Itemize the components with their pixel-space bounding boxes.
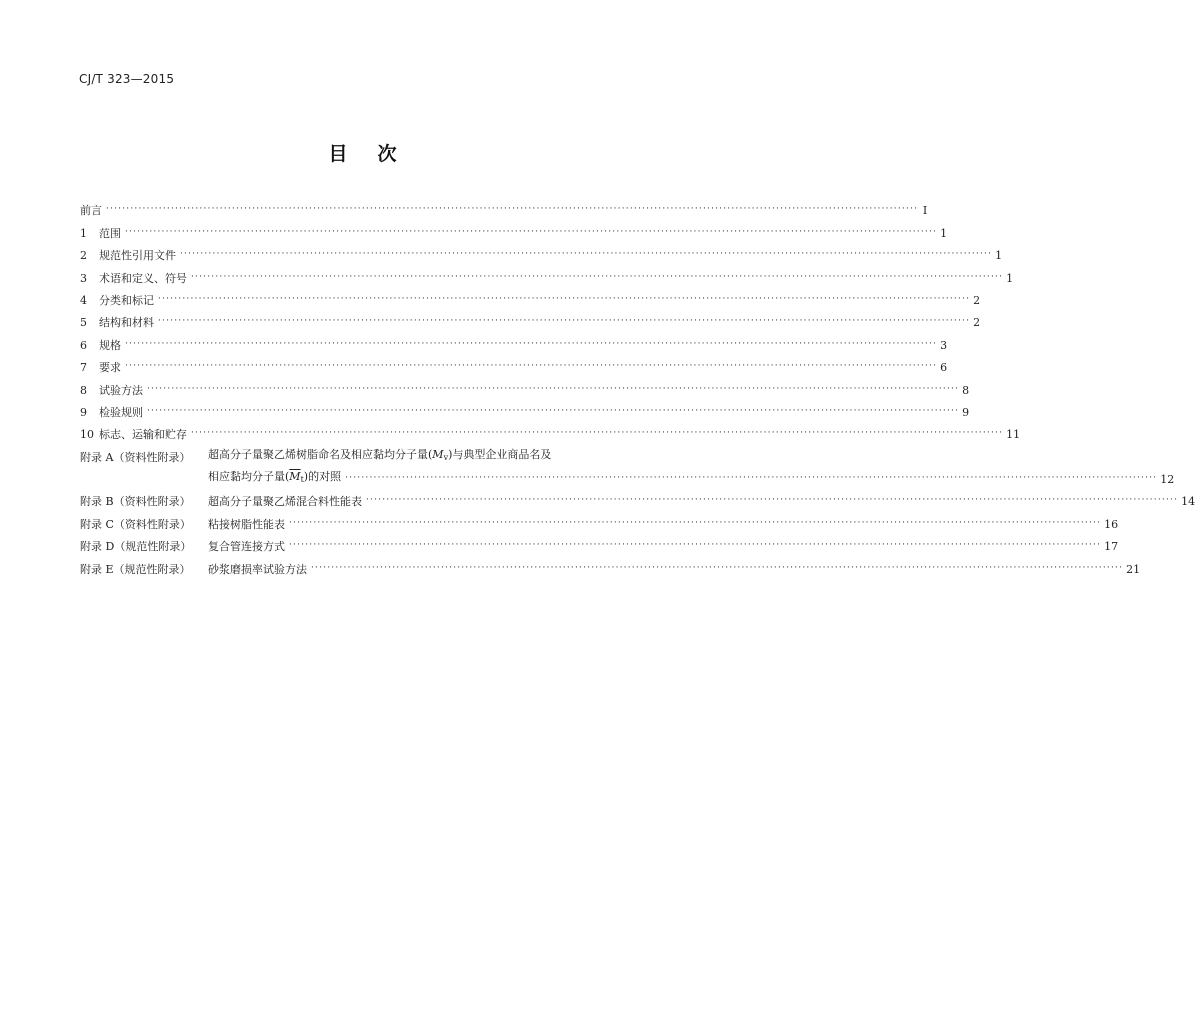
toc-entry-annex-a[interactable] [80, 442, 1175, 487]
page-number: 11 [1006, 428, 1021, 442]
toc-entry-annex[interactable] [80, 532, 1119, 554]
entry-label [80, 339, 121, 353]
page-number: 14 [1181, 495, 1195, 509]
toc-entry[interactable] [80, 218, 948, 240]
page-number: 6 [940, 361, 948, 375]
page-number: 21 [1126, 562, 1141, 576]
toc-entry[interactable] [80, 353, 948, 375]
dot-leader: ········································································································································································································ [125, 361, 938, 372]
page-number: 17 [1104, 540, 1119, 554]
dot-leader: ········································································································································································································ [366, 495, 1179, 506]
toc-entry-annex[interactable] [80, 554, 1141, 576]
dot-leader: ········································································································································································································ [191, 428, 1004, 439]
entry-label [80, 384, 143, 398]
entry-title: 前言 [80, 204, 102, 218]
dot-leader: ········································································································································································································ [311, 562, 1124, 573]
toc-entry[interactable] [80, 308, 981, 330]
entry-title: 要求 [99, 361, 121, 375]
entry-label [80, 204, 102, 218]
annex-title: 粘接树脂性能表 [208, 517, 285, 531]
annex-title: 砂浆磨损率试验方法 [208, 562, 307, 576]
entry-label [80, 563, 307, 577]
dot-leader: ········································································································································································································ [289, 517, 1102, 528]
entry-number: 4 [80, 293, 87, 307]
dot-leader: ········································································································································································································ [180, 249, 993, 260]
toc-entry[interactable] [80, 196, 928, 218]
dot-leader: ········································································································································································································ [147, 383, 960, 394]
entry-title: 标志、运输和贮存 [99, 428, 187, 442]
entry-number: 6 [80, 338, 87, 352]
entry-label [80, 361, 121, 375]
page-number: Ⅰ [922, 204, 928, 218]
entry-number: 8 [80, 383, 87, 397]
entry-number: 2 [80, 249, 87, 263]
entry-label [80, 294, 154, 308]
page-number: 12 [1160, 473, 1175, 487]
entry-number: 10 [80, 428, 94, 442]
entry-title: 结构和材料 [99, 316, 154, 330]
annex-title-line2: 相应黏均分子量$(\overline{M}t)$的对照 [208, 470, 342, 485]
page-number: 8 [962, 383, 970, 397]
dot-leader: ········································································································································································································ [158, 293, 971, 304]
document-code: CJ/T 323—2015 [79, 72, 175, 86]
entry-number: 9 [80, 405, 87, 419]
entry-title: 规范性引用文件 [99, 249, 176, 263]
dot-leader: ········································································································································································································ [289, 540, 1102, 551]
dot-leader: ········································································································································································································ [345, 473, 1158, 484]
entry-number: 7 [80, 361, 87, 375]
annex-tag: 附录 A（资料性附录） [80, 450, 191, 464]
toc-entry[interactable] [80, 263, 1014, 285]
annex-title: 复合管连接方式 [208, 540, 285, 554]
page-number: 3 [940, 338, 948, 352]
entry-label [80, 227, 121, 241]
toc-entry[interactable] [80, 241, 1003, 263]
annex-tag: 附录 B（资料性附录） [80, 495, 191, 509]
annex-tag: 附录 D（规范性附录） [80, 540, 192, 554]
annex-tag: 附录 E（规范性附录） [80, 562, 191, 576]
page-number: 1 [940, 226, 948, 240]
page-number: 1 [995, 249, 1003, 263]
dot-leader: ········································································································································································································ [147, 405, 960, 416]
toc-entry[interactable] [80, 375, 970, 397]
entry-label [80, 316, 154, 330]
dot-leader: ········································································································································································································ [125, 226, 938, 237]
entry-title: 规格 [99, 338, 121, 352]
page-number: 9 [962, 405, 970, 419]
entry-number: 5 [80, 316, 87, 330]
dot-leader: ········································································································································································································ [158, 316, 971, 327]
entry-number: 3 [80, 271, 87, 285]
toc-entry[interactable] [80, 330, 948, 352]
annex-title-line1: 超高分子量聚乙烯树脂命名及相应黏均分子量(Mv)与典型企业商品名及 [208, 447, 552, 462]
entry-title: 范围 [99, 226, 121, 240]
entry-title: 术语和定义、符号 [99, 271, 187, 285]
dot-leader: ········································································································································································································ [106, 204, 919, 215]
entry-title: 检验规则 [99, 405, 143, 419]
table-of-contents [80, 196, 1195, 577]
entry-title: 分类和标记 [99, 293, 154, 307]
dot-leader: ········································································································································································································ [125, 338, 938, 349]
entry-label [80, 518, 285, 532]
entry-label [80, 406, 143, 420]
dot-leader: ········································································································································································································ [191, 271, 1004, 282]
page-number: 2 [973, 293, 981, 307]
toc-entry[interactable] [80, 420, 1021, 442]
toc-title: 目次 [328, 143, 427, 165]
entry-label [80, 428, 187, 442]
entry-label [80, 540, 285, 554]
page-number: 1 [1006, 271, 1014, 285]
toc-entry-annex[interactable] [80, 487, 1195, 509]
toc-entry[interactable] [80, 286, 981, 308]
entry-label [80, 495, 362, 509]
annex-tag: 附录 C（资料性附录） [80, 517, 191, 531]
entry-number: 1 [80, 226, 87, 240]
entry-label [80, 249, 176, 263]
page-number: 2 [973, 316, 981, 330]
annex-title: 超高分子量聚乙烯混合料性能表 [208, 495, 362, 509]
entry-label [80, 272, 187, 286]
entry-title: 试验方法 [99, 383, 143, 397]
toc-entry[interactable] [80, 398, 970, 420]
page-number: 16 [1104, 517, 1119, 531]
toc-entry-annex[interactable] [80, 509, 1119, 531]
